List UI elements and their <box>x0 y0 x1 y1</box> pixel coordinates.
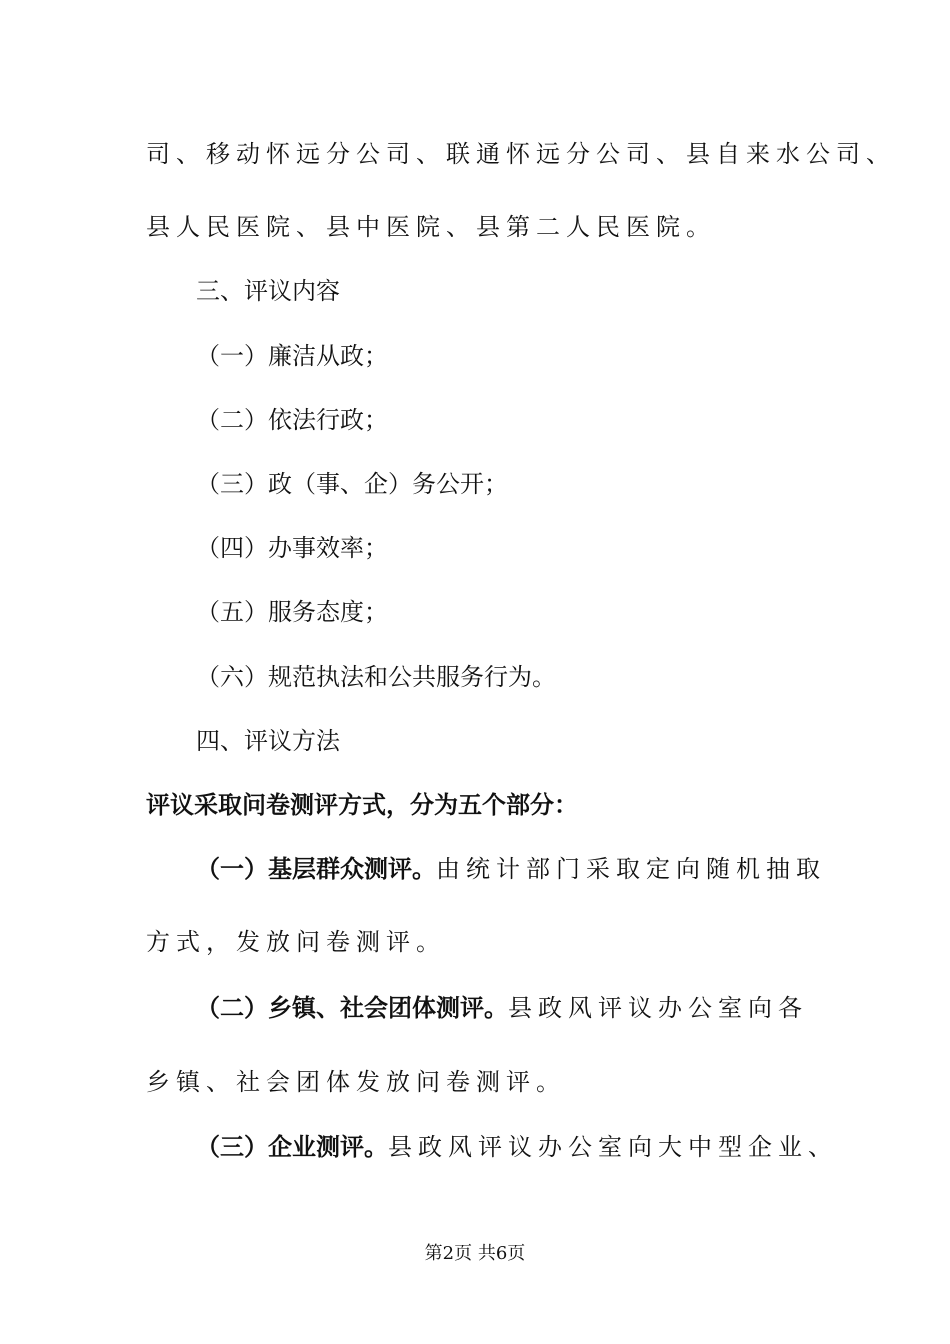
paragraph-text: 由统计部门采取定向随机抽取 <box>436 855 826 883</box>
paragraph-text: 县政风评议办公室向各 <box>508 994 808 1022</box>
paragraph-text: 县政风评议办公室向大中型企业、 <box>388 1133 838 1161</box>
intro-paragraph: 评议采取问卷测评方式，分为五个部分： <box>146 791 578 819</box>
list-item: （四）办事效率； <box>196 534 388 562</box>
list-item: （三）政（事、企）务公开； <box>196 470 508 498</box>
list-item: （一）廉洁从政； <box>196 342 388 370</box>
paragraph-lead: （三）企业测评。 <box>196 1133 388 1161</box>
body-line: 司、移动怀远分公司、联通怀远分公司、县自来水公司、 <box>146 140 896 168</box>
paragraph-line <box>196 853 826 885</box>
section-heading: 三、评议内容 <box>196 277 340 305</box>
list-item: （二）依法行政； <box>196 406 388 434</box>
paragraph-line: 方式，发放问卷测评。 <box>146 928 446 956</box>
body-line: 县人民医院、县中医院、县第二人民医院。 <box>146 213 716 241</box>
paragraph-lead: （一）基层群众测评。 <box>196 855 436 883</box>
paragraph-line <box>196 1131 838 1163</box>
paragraph-line <box>196 992 808 1024</box>
list-item: （六）规范执法和公共服务行为。 <box>196 663 556 691</box>
list-item: （五）服务态度； <box>196 598 388 626</box>
section-heading: 四、评议方法 <box>196 727 340 755</box>
paragraph-lead: （二）乡镇、社会团体测评。 <box>196 994 508 1022</box>
page-footer: 第2页 共6页 <box>424 1243 526 1264</box>
paragraph-line: 乡镇、社会团体发放问卷测评。 <box>146 1068 566 1096</box>
